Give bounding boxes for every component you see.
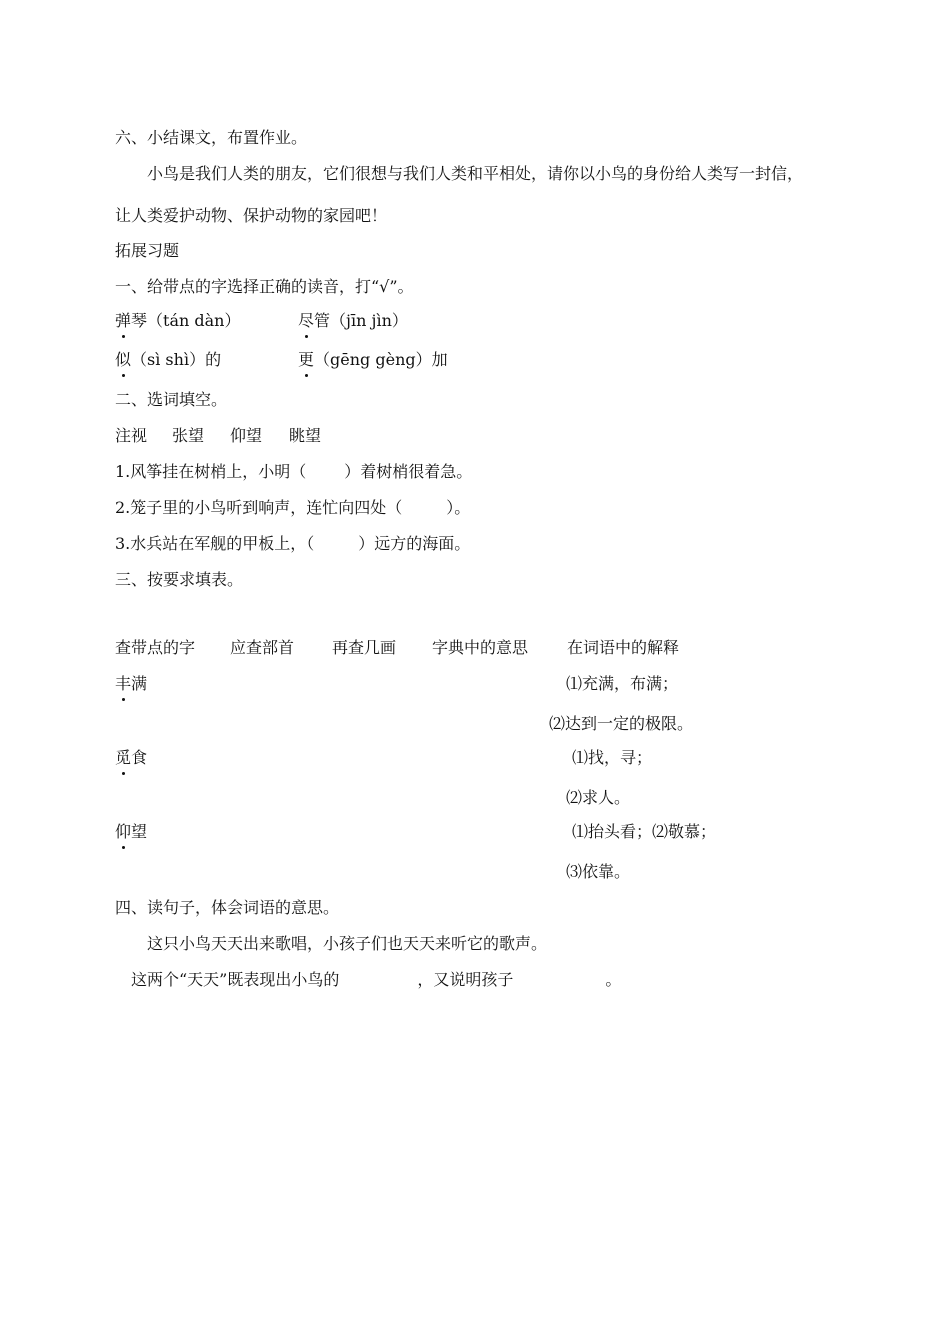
table-header-cell: 查带点的字 [115, 638, 196, 657]
word-text: 望 [131, 822, 148, 841]
q2-word: 注视 [115, 426, 148, 445]
table-row-meaning: ⑴充满，布满； [566, 674, 679, 693]
q1-item-3 [115, 350, 221, 370]
dotted-char: 弹 [115, 311, 132, 330]
q2-sentence-2 [115, 498, 470, 518]
extension-title: 拓展习题 [115, 241, 180, 260]
q1-item-text: 琴（tán dàn） [131, 311, 241, 330]
table-row-word [115, 822, 147, 842]
q1-item-2 [298, 311, 408, 331]
q4-sentence: 这只小鸟天天出来歌唱，小孩子们也天天来听它的歌声。 [147, 934, 548, 953]
q2-heading: 二、选词填空。 [115, 390, 228, 409]
table-header-cell: 应查部首 [230, 638, 295, 657]
table-header-cell: 字典中的意思 [432, 638, 529, 657]
q1-item-text: （sì shì）的 [131, 350, 222, 369]
table-header-cell: 再查几画 [332, 638, 397, 657]
q1-heading: 一、给带点的字选择正确的读音，打“√”。 [115, 277, 414, 296]
table-row-meaning: ⑴抬头看；⑵敬慕； [572, 822, 717, 841]
fill-text: 这两个“天天”既表现出小鸟的 [131, 970, 340, 989]
table-row-meaning: ⑵达到一定的极限。 [549, 714, 694, 733]
table-header-cell: 在词语中的解释 [567, 638, 680, 657]
fill-text: 。 [605, 970, 622, 989]
q4-fill-line [131, 970, 621, 990]
table-row-word [115, 674, 147, 694]
q3-heading: 三、按要求填表。 [115, 570, 244, 589]
word-text: 食 [131, 748, 148, 767]
q1-item-4 [298, 350, 448, 370]
q2-word: 仰望 [230, 426, 263, 445]
q2-word: 张望 [172, 426, 205, 445]
q4-heading: 四、读句子，体会词语的意思。 [115, 898, 340, 917]
sentence-text: ）远方的海面。 [358, 534, 471, 553]
sentence-text: 3.水兵站在军舰的甲板上，（ [115, 534, 315, 553]
fill-text: ，又说明孩子 [417, 970, 514, 989]
q1-item-text: （gēng gèng）加 [314, 350, 448, 369]
word-text: 满 [131, 674, 148, 693]
sentence-text: 2.笼子里的小鸟听到响声，连忙向四处（ [115, 498, 403, 517]
section6-paragraph-line2: 让人类爱护动物、保护动物的家园吧！ [115, 206, 388, 225]
q2-sentence-3 [115, 534, 470, 554]
q1-item-text: 管（jīn jìn） [314, 311, 408, 330]
q2-sentence-1 [115, 462, 472, 482]
table-row-meaning: ⑵求人。 [566, 788, 631, 807]
sentence-text: ）着树梢很着急。 [344, 462, 473, 481]
dotted-char: 似 [115, 350, 132, 369]
dotted-char: 觅 [115, 748, 132, 767]
table-row-word [115, 748, 147, 768]
dotted-char: 仰 [115, 822, 132, 841]
table-row-meaning: ⑶依靠。 [566, 862, 631, 881]
sentence-text: 1.风筝挂在树梢上，小明（ [115, 462, 307, 481]
q1-item-1 [115, 311, 240, 331]
sentence-text: ）。 [446, 498, 471, 517]
q2-word: 眺望 [289, 426, 322, 445]
table-row-meaning: ⑴找，寻； [572, 748, 653, 767]
dotted-char: 丰 [115, 674, 132, 693]
dotted-char: 尽 [298, 311, 315, 330]
dotted-char: 更 [298, 350, 315, 369]
section6-paragraph-line1: 小鸟是我们人类的朋友，它们很想与我们人类和平相处，请你以小鸟的身份给人类写一封信， [147, 164, 804, 183]
section6-heading: 六、小结课文，布置作业。 [115, 128, 308, 147]
